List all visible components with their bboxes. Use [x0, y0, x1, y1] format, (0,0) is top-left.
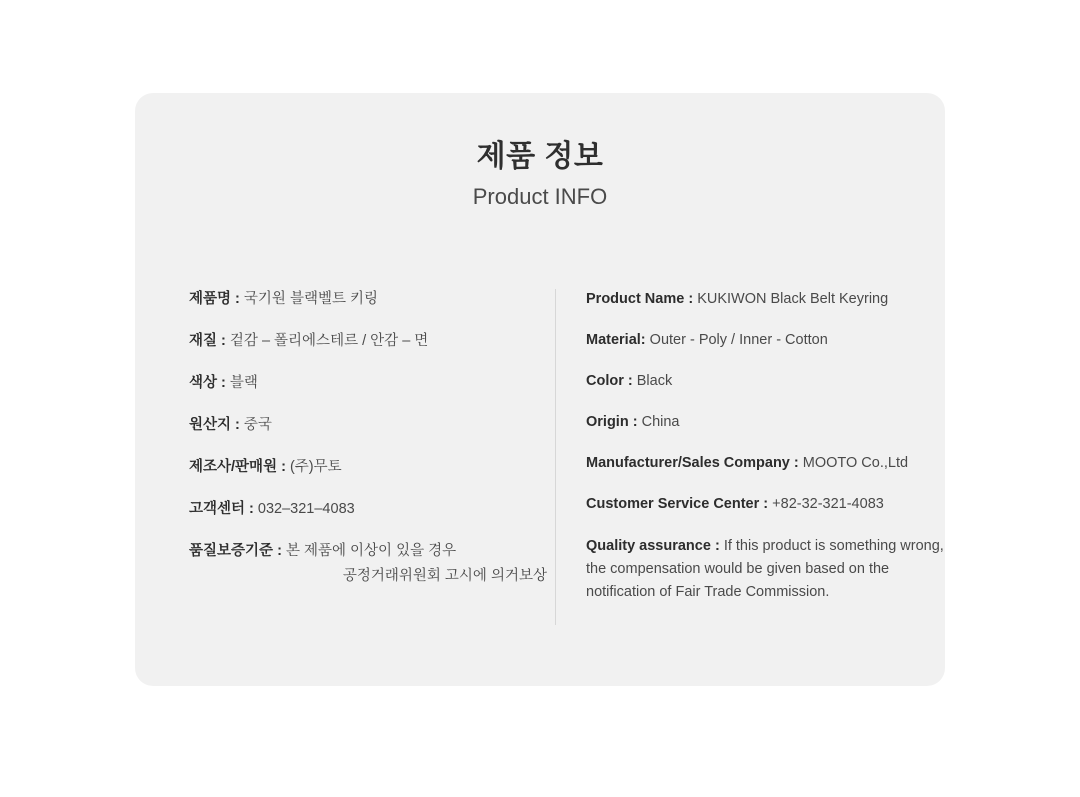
spec-row-customer-service [189, 499, 555, 520]
spec-row-origin [189, 415, 555, 436]
spec-value: China [641, 414, 680, 431]
spec-label: Manufacturer/Sales Company : [586, 455, 799, 472]
spec-label: Origin : [586, 414, 638, 431]
spec-label: 재질 : [189, 333, 226, 350]
spec-label: 색상 : [189, 375, 226, 392]
korean-spec-column [135, 289, 555, 625]
spec-value: MOOTO Co.,Ltd [802, 455, 909, 472]
spec-value: 본 제품에 이상이 있을 경우 [285, 543, 457, 560]
spec-value: 국기원 블랙벨트 키링 [243, 291, 379, 307]
spec-value-continued: 공정거래위원회 고시에 의거보상 [342, 568, 547, 585]
spec-label: Color : [586, 373, 633, 390]
product-info-card [135, 93, 945, 686]
spec-value: KUKIWON Black Belt Keyring [697, 291, 889, 307]
spec-label: Material: [586, 332, 646, 349]
spec-row-warranty [189, 541, 555, 587]
spec-row-manufacturer [189, 457, 555, 478]
spec-value: 중국 [243, 417, 272, 434]
info-columns [135, 289, 945, 625]
spec-row-color [189, 373, 555, 394]
spec-label: Product Name : [586, 291, 694, 307]
spec-label: 제조사/판매원 : [189, 459, 286, 476]
card-header [135, 93, 945, 212]
spec-label: Customer Service Center : [586, 496, 769, 513]
page-title-english: Product INFO [472, 183, 608, 209]
spec-value: Black [636, 373, 673, 390]
spec-value: 겉감 – 폴리에스테르 / 안감 – 면 [229, 333, 429, 350]
spec-row-color-en [586, 371, 945, 392]
spec-label: Quality assurance : [586, 538, 720, 555]
spec-label: 고객센터 : [189, 501, 254, 518]
spec-row-material-en [586, 330, 945, 351]
spec-row-manufacturer-en [586, 453, 945, 474]
spec-label: 품질보증기준 : [189, 543, 282, 560]
spec-value: 032–321–4083 [257, 501, 355, 518]
spec-value: +82-32-321-4083 [772, 496, 884, 513]
english-spec-column [555, 289, 945, 625]
spec-row-product-name [189, 289, 555, 310]
spec-value: Outer - Poly / Inner - Cotton [649, 332, 828, 349]
spec-row-product-name-en [586, 289, 945, 310]
spec-label: 제품명 : [189, 291, 240, 307]
spec-row-customer-service-en [586, 494, 945, 515]
spec-value: (주)무토 [289, 459, 342, 476]
spec-value: If this product is something wrong, the compensation would be given based on the notification of Fair Trade Commission. [586, 538, 944, 601]
spec-value: 블랙 [229, 375, 258, 392]
spec-row-quality-assurance [586, 535, 945, 605]
spec-label: 원산지 : [189, 417, 240, 434]
page-title-korean: 제품 정보 [476, 140, 604, 173]
spec-row-origin-en [586, 412, 945, 433]
spec-row-material [189, 331, 555, 352]
